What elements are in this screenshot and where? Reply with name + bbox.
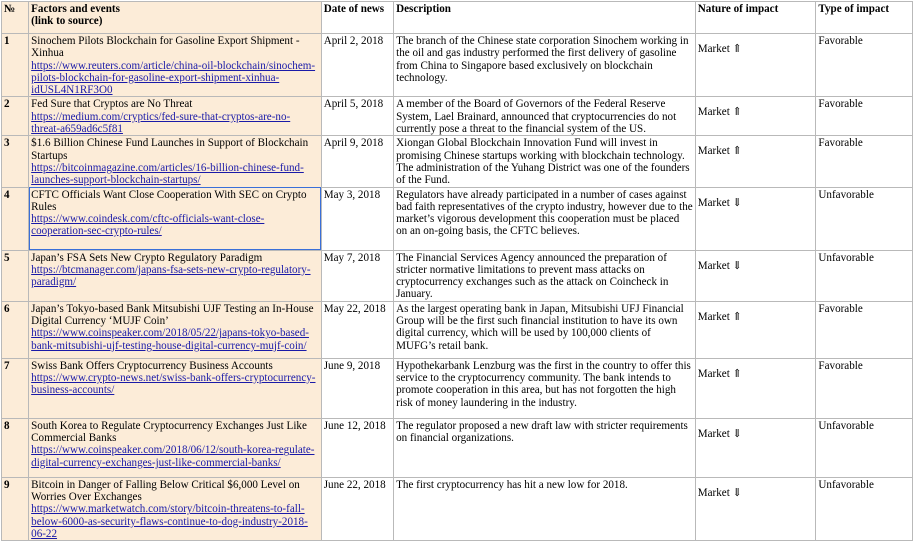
row-number[interactable]: 9: [2, 477, 29, 540]
factor-cell[interactable]: [29, 301, 322, 358]
nature-of-impact: Market ⇓: [697, 427, 742, 440]
header-nature[interactable]: Nature of impact: [695, 2, 816, 34]
news-description[interactable]: The branch of the Chinese state corporation Sinochem working in the oil and gas industry performed the first delivery of gasoline from China to Singapore based exclusively on blockchain technology.: [394, 34, 696, 97]
news-date[interactable]: April 2, 2018: [321, 34, 393, 97]
factor-cell[interactable]: [29, 97, 322, 136]
row-number[interactable]: 7: [2, 358, 29, 418]
source-link[interactable]: https://bitcoinmagazine.com/articles/16-billion-chinese-fund-launches-support-blockchain-startups/: [31, 161, 304, 187]
type-of-impact[interactable]: Favorable: [816, 34, 913, 97]
row-number[interactable]: 2: [2, 97, 29, 136]
nature-cell[interactable]: [695, 301, 816, 358]
nature-cell[interactable]: [695, 477, 816, 540]
news-description[interactable]: Hypothekarbank Lenzburg was the first in the country to offer this service to the cryptocurrency community. The bank intends to promote cooperation in this area, but has not forgotten the high risk of money laundering in the industry.: [394, 358, 696, 418]
nature-of-impact: Market ⇑: [697, 145, 742, 158]
news-date[interactable]: June 12, 2018: [321, 418, 393, 477]
table-row: [2, 418, 913, 477]
source-link[interactable]: https://btcmanager.com/japans-fsa-sets-new-crypto-regulatory-paradigm/: [31, 263, 311, 289]
nature-cell[interactable]: [695, 187, 816, 250]
news-date[interactable]: May 3, 2018: [321, 187, 393, 250]
news-description[interactable]: The Financial Services Agency announced the preparation of stricter normative limitations to prevent mass attacks on cryptocurrency exchanges such as the attack on Coincheck in January.: [394, 250, 696, 301]
header-type[interactable]: Type of impact: [816, 2, 913, 34]
news-description[interactable]: Regulators have already participated in a number of cases against bad faith representatives of the crypto industry, however due to the market’s vigorous development this cooperation must be placed on an on-going basis, the CFTC believes.: [394, 187, 696, 250]
nature-of-impact: Market ⇓: [697, 486, 742, 499]
nature-cell[interactable]: [695, 136, 816, 187]
factor-cell[interactable]: [29, 477, 322, 540]
header-description[interactable]: Description: [394, 2, 696, 34]
factor-cell-selected[interactable]: [29, 187, 322, 250]
factor-title: $1.6 Billion Chinese Fund Launches in Support of Blockchain Startups: [31, 137, 309, 162]
news-date[interactable]: May 22, 2018: [321, 301, 393, 358]
factor-cell[interactable]: [29, 358, 322, 418]
header-factors[interactable]: [29, 2, 322, 34]
table-row: [2, 477, 913, 540]
factor-cell[interactable]: [29, 136, 322, 187]
table-row: [2, 187, 913, 250]
source-link[interactable]: https://www.reuters.com/article/china-oil-blockchain/sinochem-pilots-blockchain-for-gasoline-export-shipment-xinhua-idUSL4N1RF3O0: [31, 59, 316, 97]
source-link[interactable]: https://www.coinspeaker.com/2018/06/12/south-korea-regulate-digital-currency-exchanges-just-like-commercial-banks/: [31, 444, 315, 469]
type-of-impact[interactable]: Unfavorable: [816, 187, 913, 250]
news-description[interactable]: Xiongan Global Blockchain Innovation Fund will invest in promising Chinese startups working with blockchain technology. The administration of the Yuhang District was one of the founders of the Fund.: [394, 136, 696, 187]
news-description[interactable]: A member of the Board of Governors of the Federal Reserve System, Lael Brainard, announced that cryptocurrencies do not currently pose a threat to the financial system of the US.: [394, 97, 696, 136]
news-date[interactable]: May 7, 2018: [321, 250, 393, 301]
table-row: [2, 301, 913, 358]
news-description[interactable]: The regulator proposed a new draft law with stricter requirements on financial organizations.: [394, 418, 696, 477]
nature-of-impact: Market ⇓: [697, 259, 742, 272]
nature-of-impact: Market ⇑: [697, 106, 742, 119]
table-row: [2, 358, 913, 418]
factor-title: Sinochem Pilots Blockchain for Gasoline Export Shipment - Xinhua: [31, 35, 300, 60]
header-factors-label: Factors and events: [31, 3, 120, 15]
factor-title: CFTC Officials Want Close Cooperation With SEC on Crypto Rules: [31, 188, 307, 213]
source-link[interactable]: https://www.marketwatch.com/story/bitcoin-threatens-to-fall-below-6000-as-security-flaws-continue-to-dog-industry-2018-06-22: [31, 503, 308, 540]
source-link[interactable]: https://www.coinspeaker.com/2018/05/22/japans-tokyo-based-bank-mitsubishi-ujf-testing-house-digital-currency-mujf-coin/: [31, 327, 309, 352]
nature-of-impact: Market ⇑: [697, 367, 742, 380]
nature-cell[interactable]: [695, 97, 816, 136]
source-link[interactable]: https://www.coindesk.com/cftc-officials-want-close-cooperation-sec-crypto-rules/: [31, 213, 265, 238]
type-of-impact[interactable]: Unfavorable: [816, 477, 913, 540]
type-of-impact[interactable]: Favorable: [816, 301, 913, 358]
row-number[interactable]: 1: [2, 34, 29, 97]
row-number[interactable]: 6: [2, 301, 29, 358]
header-factors-sublabel: (link to source): [31, 15, 103, 28]
table-row: [2, 34, 913, 97]
row-number[interactable]: 8: [2, 418, 29, 477]
header-date[interactable]: Date of news: [321, 2, 393, 34]
header-number[interactable]: №: [2, 2, 29, 34]
type-of-impact[interactable]: Favorable: [816, 136, 913, 187]
table-row: [2, 97, 913, 136]
factor-cell[interactable]: [29, 418, 322, 477]
news-description[interactable]: The first cryptocurrency has hit a new low for 2018.: [394, 477, 696, 540]
nature-of-impact: Market ⇑: [697, 43, 742, 55]
type-of-impact[interactable]: Unfavorable: [816, 250, 913, 301]
news-date[interactable]: April 9, 2018: [321, 136, 393, 187]
news-date[interactable]: April 5, 2018: [321, 97, 393, 136]
factor-title: Japan’s FSA Sets New Crypto Regulatory Paradigm: [31, 251, 263, 264]
source-link[interactable]: https://medium.com/cryptics/fed-sure-that-cryptos-are-no-threat-a659ad6c5f81: [31, 110, 291, 136]
factor-title: Bitcoin in Danger of Falling Below Critical $6,000 Level on Worries Over Exchanges: [31, 478, 300, 504]
header-row: [2, 2, 913, 34]
factor-title: Swiss Bank Offers Cryptocurrency Business Accounts: [31, 359, 273, 372]
row-number[interactable]: 5: [2, 250, 29, 301]
row-number[interactable]: 3: [2, 136, 29, 187]
news-description[interactable]: As the largest operating bank in Japan, Mitsubishi UFJ Financial Group will be the first such financial institution to have its own digital currency, which will be used by 100,000 clients of MUFG’s retail bank.: [394, 301, 696, 358]
type-of-impact[interactable]: Favorable: [816, 97, 913, 136]
news-date[interactable]: June 9, 2018: [321, 358, 393, 418]
table-row: [2, 136, 913, 187]
source-link[interactable]: https://www.crypto-news.net/swiss-bank-offers-cryptocurrency-business-accounts/: [31, 372, 316, 397]
row-number[interactable]: 4: [2, 187, 29, 250]
factor-title: South Korea to Regulate Cryptocurrency Exchanges Just Like Commercial Banks: [31, 419, 307, 445]
factor-title: Fed Sure that Cryptos are No Threat: [31, 98, 193, 111]
news-impact-table: [1, 1, 913, 541]
type-of-impact[interactable]: Favorable: [816, 358, 913, 418]
nature-of-impact: Market ⇑: [697, 310, 742, 323]
factor-cell[interactable]: [29, 34, 322, 97]
nature-cell[interactable]: [695, 358, 816, 418]
nature-cell[interactable]: [695, 418, 816, 477]
type-of-impact[interactable]: Unfavorable: [816, 418, 913, 477]
nature-of-impact: Market ⇓: [697, 196, 742, 209]
factor-cell[interactable]: [29, 250, 322, 301]
table-row: [2, 250, 913, 301]
news-date[interactable]: June 22, 2018: [321, 477, 393, 540]
nature-cell[interactable]: [695, 250, 816, 301]
nature-cell[interactable]: [695, 34, 816, 97]
factor-title: Japan’s Tokyo-based Bank Mitsubishi UJF Testing an In-House Digital Currency ‘MUJF Coin’: [31, 302, 314, 328]
